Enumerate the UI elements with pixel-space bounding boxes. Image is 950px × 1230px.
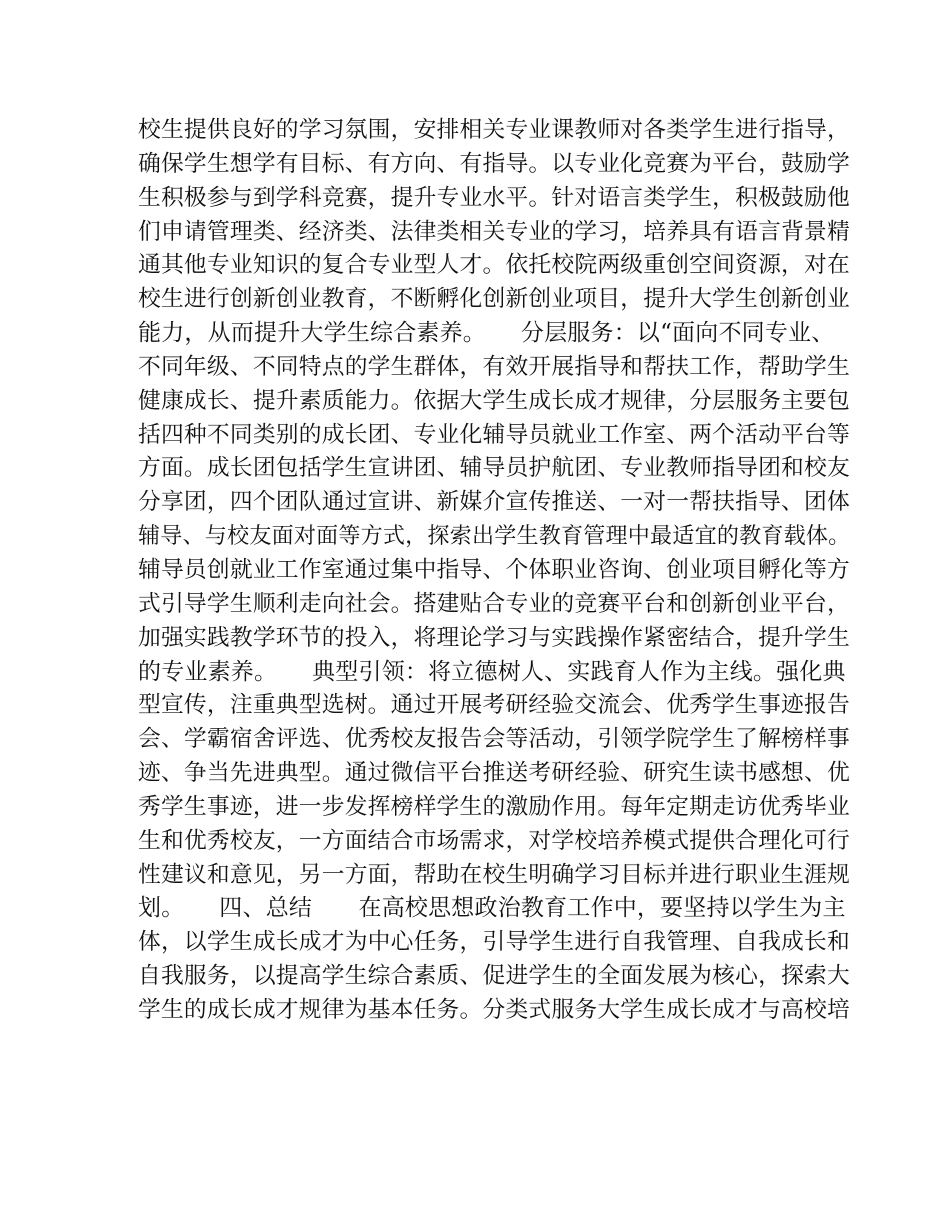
text-line: 确保学生想学有目标、有方向、有指导。以专业化竞赛为平台，鼓励学 <box>138 150 850 177</box>
text-line: 体，以学生成长成才为中心任务，引导学生进行自我管理、自我成长和 <box>138 929 850 956</box>
text-line: 性建议和意见，另一方面，帮助在校生明确学习目标并进行职业生涯规 <box>138 861 850 888</box>
text-line: 迹、争当先进典型。通过微信平台推送考研经验、研究生读书感想、优 <box>138 760 850 787</box>
text-line: 自我服务，以提高学生综合素质、促进学生的全面发展为核心，探索大 <box>138 963 850 990</box>
text-line: 的专业素养。 典型引领：将立德树人、实践育人作为主线。强化典 <box>138 658 846 685</box>
text-line: 划。 四、总结 在高校思想政治教育工作中，要坚持以学生为主 <box>138 895 846 922</box>
text-line: 校生提供良好的学习氛围，安排相关专业课教师对各类学生进行指导， <box>138 117 850 143</box>
text-line: 式引导学生顺利走向社会。搭建贴合专业的竞赛平台和创新创业平台， <box>138 590 850 617</box>
text-line: 括四种不同类别的成长团、专业化辅导员就业工作室、两个活动平台等 <box>138 421 850 448</box>
text-line: 会、学霸宿舍评选、优秀校友报告会等活动，引领学院学生了解榜样事 <box>138 726 850 753</box>
text-line: 不同年级、不同特点的学生群体，有效开展指导和帮扶工作，帮助学生 <box>138 353 850 380</box>
body-text <box>138 114 851 1028</box>
text-line: 生和优秀校友，一方面结合市场需求，对学校培养模式提供合理化可行 <box>138 827 850 854</box>
text-line: 健康成长、提升素质能力。依据大学生成长成才规律，分层服务主要包 <box>138 387 850 414</box>
text-line: 辅导、与校友面对面等方式，探索出学生教育管理中最适宜的教育载体。 <box>138 524 851 550</box>
text-line: 秀学生事迹，进一步发挥榜样学生的激励作用。每年定期走访优秀毕业 <box>138 793 850 820</box>
text-line: 通其他专业知识的复合专业型人才。依托校院两级重创空间资源，对在 <box>138 252 850 279</box>
text-line: 辅导员创就业工作室通过集中指导、个体职业咨询、创业项目孵化等方 <box>138 556 850 583</box>
text-line: 加强实践教学环节的投入，将理论学习与实践操作紧密结合，提升学生 <box>138 624 850 651</box>
text-line: 方面。成长团包括学生宣讲团、辅导员护航团、专业教师指导团和校友 <box>138 455 850 482</box>
text-line: 能力，从而提升大学生综合素养。 分层服务：以“面向不同专业、 <box>138 320 835 347</box>
text-line: 生积极参与到学科竞赛，提升专业水平。针对语言类学生，积极鼓励他 <box>138 184 850 211</box>
text-line: 学生的成长成才规律为基本任务。分类式服务大学生成长成才与高校培 <box>138 996 850 1023</box>
text-line: 校生进行创新创业教育，不断孵化创新创业项目，提升大学生创新创业 <box>138 286 850 313</box>
text-line: 型宣传，注重典型选树。通过开展考研经验交流会、优秀学生事迹报告 <box>138 692 850 719</box>
text-line: 们申请管理类、经济类、法律类相关专业的学习，培养具有语言背景精 <box>138 218 850 245</box>
text-line: 分享团，四个团队通过宣讲、新媒介宣传推送、一对一帮扶指导、团体 <box>138 489 850 516</box>
